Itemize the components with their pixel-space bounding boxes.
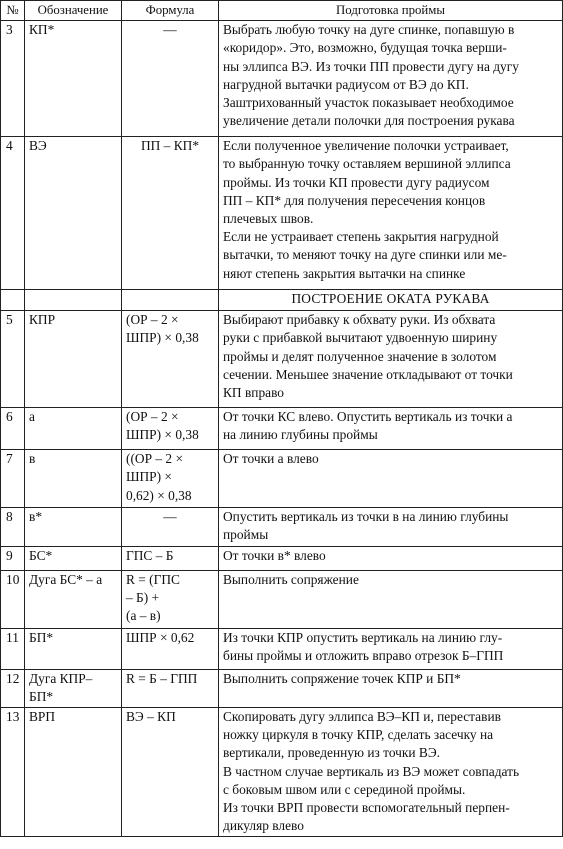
row-description: Опустить вертикаль из точки в на линию глубины проймы (219, 508, 563, 546)
table-row (1, 546, 563, 570)
row-designation: в* (25, 508, 122, 546)
row-designation: БП* (25, 628, 122, 669)
row-description: От точки а влево (219, 450, 563, 508)
row-designation: КП* (25, 21, 122, 137)
row-formula: (ОР – 2 × ШПР) × 0,38 (122, 408, 219, 450)
header-num: № (1, 1, 25, 21)
header-formula: Формула (122, 1, 219, 21)
table-row (1, 628, 563, 669)
row-designation: Дуга КПР– БП* (25, 669, 122, 707)
header-designation: Обозначение (25, 1, 122, 21)
row-num: 11 (1, 628, 25, 669)
row-designation: ВЭ (25, 137, 122, 290)
row-designation (25, 290, 122, 311)
section-title: ПОСТРОЕНИЕ ОКАТА РУКАВА (219, 290, 563, 311)
row-description: Выбирают прибавку к обхвату руки. Из обхвата руки с прибавкой вычитают удвоенную ширину проймы и делят полученное значение в золотом сечении. Меньшее значение откладывают от точки КП вправо (219, 311, 563, 408)
row-formula: R = (ГПС – Б) + (а – в) (122, 570, 219, 628)
table-row (1, 137, 563, 290)
row-description: Выполнить сопряжение (219, 570, 563, 628)
row-num: 8 (1, 508, 25, 546)
row-description: От точки КС влево. Опустить вертикаль из точки а на линию глубины проймы (219, 408, 563, 450)
row-formula: — (122, 508, 219, 546)
row-designation: КПР (25, 311, 122, 408)
table-row (1, 408, 563, 450)
row-num: 4 (1, 137, 25, 290)
row-num: 5 (1, 311, 25, 408)
row-formula: ПП – КП* (122, 137, 219, 290)
row-num (1, 290, 25, 311)
table-row (1, 311, 563, 408)
row-designation: в (25, 450, 122, 508)
row-formula: ШПР × 0,62 (122, 628, 219, 669)
row-formula: — (122, 21, 219, 137)
row-designation: БС* (25, 546, 122, 570)
row-num: 9 (1, 546, 25, 570)
row-num: 13 (1, 708, 25, 837)
table-row (1, 508, 563, 546)
table-row (1, 21, 563, 137)
row-formula: (ОР – 2 × ШПР) × 0,38 (122, 311, 219, 408)
row-description: Выполнить сопряжение точек КПР и БП* (219, 669, 563, 707)
row-description: Из точки КПР опустить вертикаль на линию глу- бины проймы и отложить вправо отрезок Б–ГПП (219, 628, 563, 669)
row-description: Скопировать дугу эллипса ВЭ–КП и, переставив ножку циркуля в точку КПР, сделать засечку на вертикали, проведенную из точки ВЭ. В частном случае вертикаль из ВЭ может совпадать с боковым швом или с серединой проймы. Из точки ВРП провести вспомогательный перпен- дикуляр влево (219, 708, 563, 837)
row-formula: ГПС – Б (122, 546, 219, 570)
row-designation: ВРП (25, 708, 122, 837)
row-designation: Дуга БС* – а (25, 570, 122, 628)
table-row (1, 450, 563, 508)
row-description: От точки в* влево (219, 546, 563, 570)
row-designation: а (25, 408, 122, 450)
row-formula: ВЭ – КП (122, 708, 219, 837)
row-num: 6 (1, 408, 25, 450)
row-formula: R = Б – ГПП (122, 669, 219, 707)
table-header-row (1, 1, 563, 21)
row-description: Выбрать любую точку на дуге спинке, попавшую в «коридор». Это, возможно, будущая точка верши- ны эллипса ВЭ. Из точки ПП провести дугу на дугу нагрудной вытачки радиусом от ВЭ до КП. Заштрихованный участок показывает необходимое увеличение детали полочки для построения рукава (219, 21, 563, 137)
table-row (1, 570, 563, 628)
row-formula: ((ОР – 2 × ШПР) × 0,62) × 0,38 (122, 450, 219, 508)
table-row (1, 708, 563, 837)
table-row (1, 669, 563, 707)
row-description: Если полученное увеличение полочки устраивает, то выбранную точку оставляем вершиной эллипса проймы. Из точки КП провести дугу радиусом ПП – КП* для получения пересечения концов плечевых швов. Если не устраивает степень закрытия нагрудной вытачки, то меняют точку на дуге спинки или ме- няют степень закрытия вытачки на спинке (219, 137, 563, 290)
row-formula (122, 290, 219, 311)
header-preparation: Подготовка проймы (219, 1, 563, 21)
row-num: 3 (1, 21, 25, 137)
row-num: 12 (1, 669, 25, 707)
row-num: 10 (1, 570, 25, 628)
row-num: 7 (1, 450, 25, 508)
section-row (1, 290, 563, 311)
